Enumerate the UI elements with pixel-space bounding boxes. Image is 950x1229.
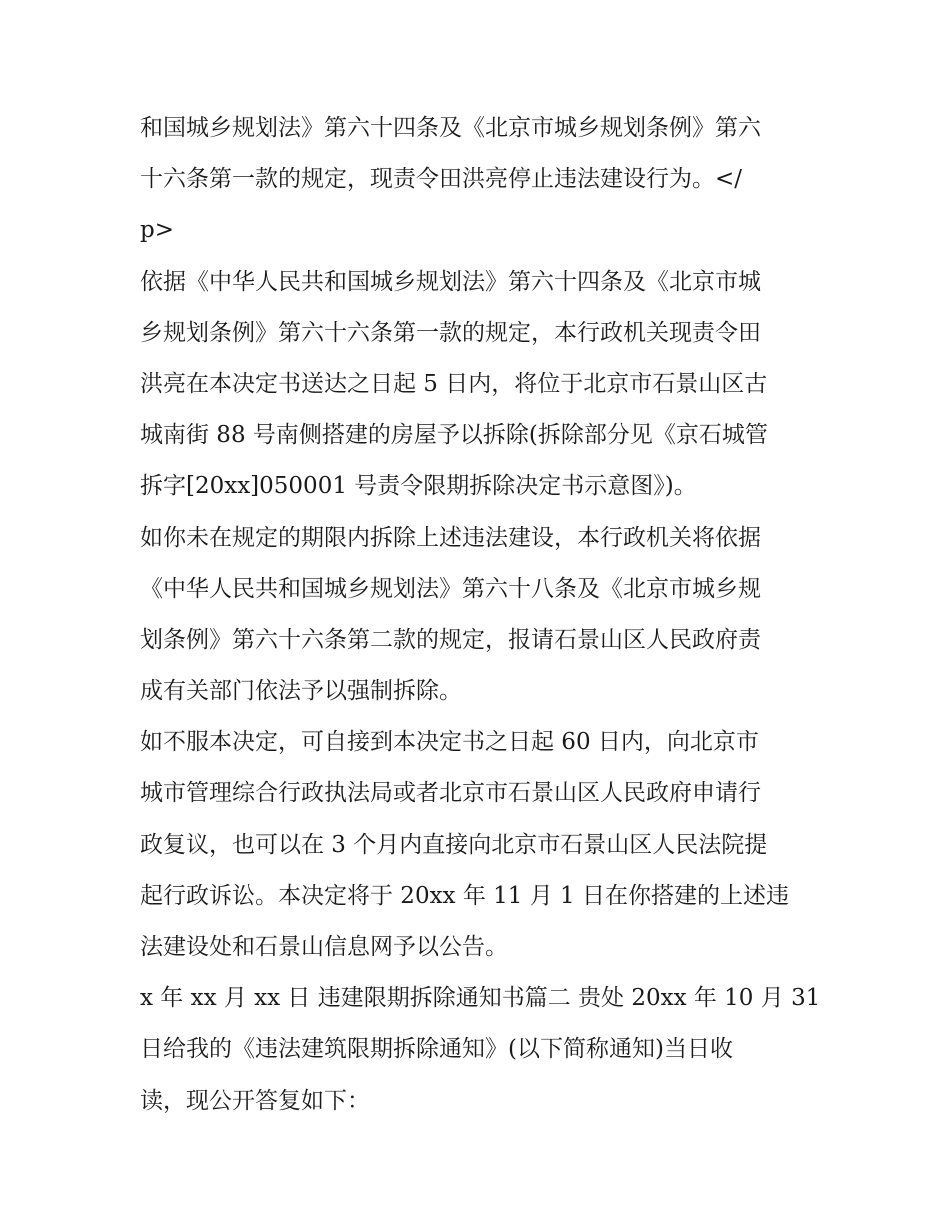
text-line: 起行政诉讼。本决定将于 20xx 年 11 月 1 日在你搭建的上述违	[140, 882, 789, 909]
text-line: 依据《中华人民共和国城乡规划法》第六十四条及《北京市城	[140, 268, 761, 295]
text-line: 成有关部门依法予以强制拆除。	[140, 678, 462, 705]
text-line: 和国城乡规划法》第六十四条及《北京市城乡规划条例》第六	[140, 115, 761, 141]
text-line: 如你未在规定的期限内拆除上述违法建设，本行政机关将依据	[140, 524, 761, 551]
document-body	[140, 103, 821, 1127]
text-line: p>	[140, 217, 174, 244]
text-line: 拆字[20xx]050001 号责令限期拆除决定书示意图》)。	[140, 473, 697, 500]
text-line: 城南街 88 号南侧搭建的房屋予以拆除(拆除部分见《京石城管	[140, 422, 768, 449]
text-line: 日给我的《违法建筑限期拆除通知》(以下简称通知)当日收	[140, 1036, 733, 1063]
text-line: 读，现公开答复如下：	[140, 1087, 370, 1114]
text-line: 法建设处和石景山信息网予以公告。	[140, 934, 508, 960]
text-line: 十六条第一款的规定，现责令田洪亮停止违法建设行为。</	[140, 166, 743, 193]
text-line: 政复议，也可以在 3 个月内直接向北京市石景山区人民法院提	[140, 831, 768, 858]
text-line: 如不服本决定，可自接到本决定书之日起 60 日内，向北京市	[140, 729, 759, 756]
text-line: 乡规划条例》第六十六条第一款的规定，本行政机关现责令田	[140, 319, 761, 346]
text-line: 划条例》第六十六条第二款的规定，报请石景山区人民政府责	[140, 626, 761, 653]
text-line: 城市管理综合行政执法局或者北京市石景山区人民政府申请行	[140, 780, 761, 807]
text-line: x 年 xx 月 xx 日 违建限期拆除通知书篇二 贵处 20xx 年 10 月 31	[140, 985, 821, 1012]
text-line: 《中华人民共和国城乡规划法》第六十八条及《北京市城乡规	[140, 575, 761, 602]
text-line: 洪亮在本决定书送达之日起 5 日内，将位于北京市石景山区古	[140, 370, 768, 397]
